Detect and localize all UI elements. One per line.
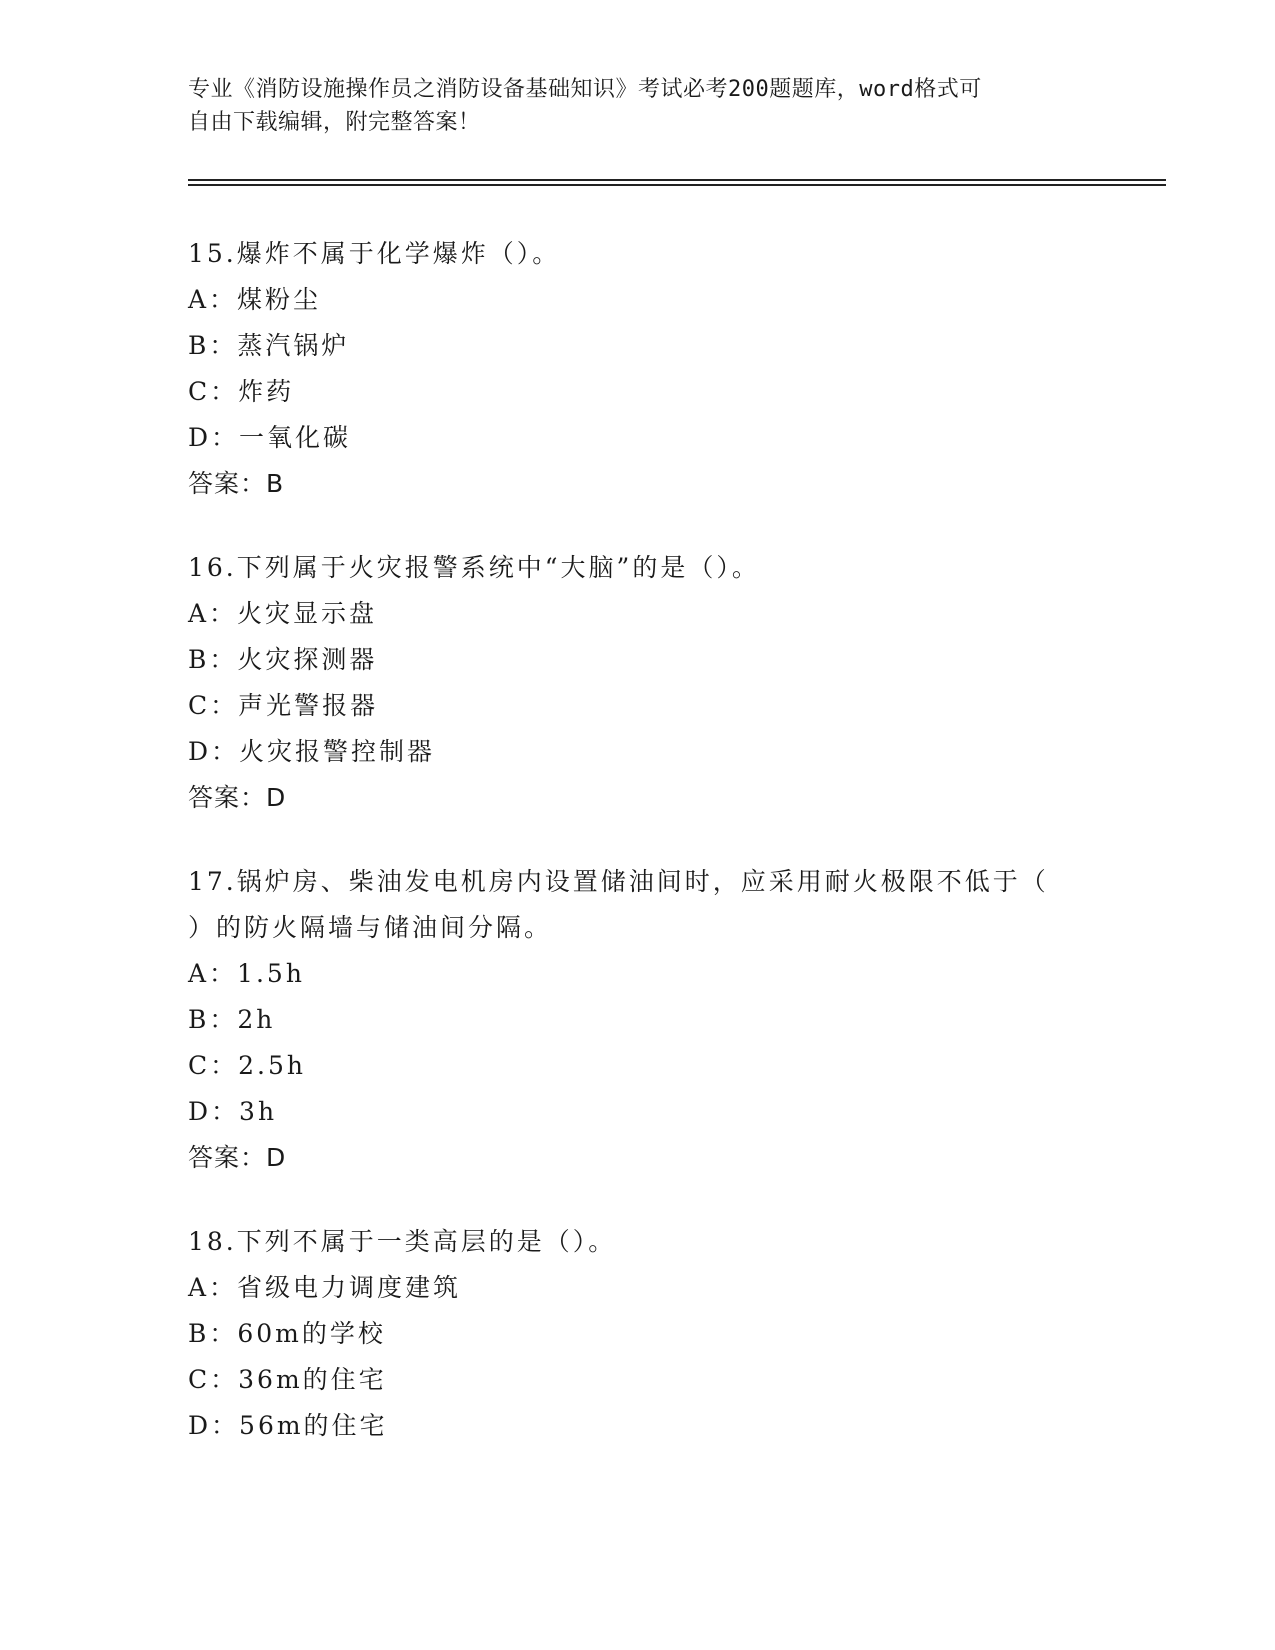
answer: 答案：D — [188, 783, 287, 812]
option-d: D：3h — [188, 1097, 278, 1126]
question-stem: 16.下列属于火灾报警系统中“大脑”的是（）。 — [188, 553, 760, 582]
header-line-2: 自由下载编辑，附完整答案！ — [188, 110, 481, 135]
option-d: D：56m的住宅 — [188, 1411, 388, 1440]
option-b: B：火灾探测器 — [188, 645, 378, 674]
question-17 — [188, 859, 1088, 1181]
question-16 — [188, 545, 1088, 821]
document-header — [188, 73, 1088, 139]
option-a: A：煤粉尘 — [188, 285, 322, 314]
header-divider-top — [188, 179, 1166, 181]
question-stem: 15.爆炸不属于化学爆炸（）。 — [188, 239, 561, 268]
header-divider-bottom — [188, 184, 1166, 186]
option-c: C：2.5h — [188, 1051, 306, 1080]
option-d: D：火灾报警控制器 — [188, 737, 436, 766]
header-line-1: 专业《消防设施操作员之消防设备基础知识》考试必考200题题库，word格式可 — [188, 77, 982, 102]
question-stem-continued: ）的防火隔墙与储油间分隔。 — [188, 913, 553, 942]
option-b: B：蒸汽锅炉 — [188, 331, 350, 360]
question-18 — [188, 1219, 1088, 1449]
question-stem: 18.下列不属于一类高层的是（）。 — [188, 1227, 617, 1256]
option-d: D：一氧化碳 — [188, 423, 352, 452]
option-b: B：60m的学校 — [188, 1319, 386, 1348]
option-a: A：省级电力调度建筑 — [188, 1273, 462, 1302]
answer: 答案：B — [188, 469, 285, 498]
option-c: C：声光警报器 — [188, 691, 379, 720]
answer: 答案：D — [188, 1143, 287, 1172]
option-c: C：炸药 — [188, 377, 295, 406]
option-a: A：火灾显示盘 — [188, 599, 378, 628]
question-15 — [188, 231, 1088, 507]
question-stem: 17.锅炉房、柴油发电机房内设置储油间时，应采用耐火极限不低于（ — [188, 867, 1049, 896]
option-b: B：2h — [188, 1005, 276, 1034]
option-a: A：1.5h — [188, 959, 305, 988]
option-c: C：36m的住宅 — [188, 1365, 387, 1394]
